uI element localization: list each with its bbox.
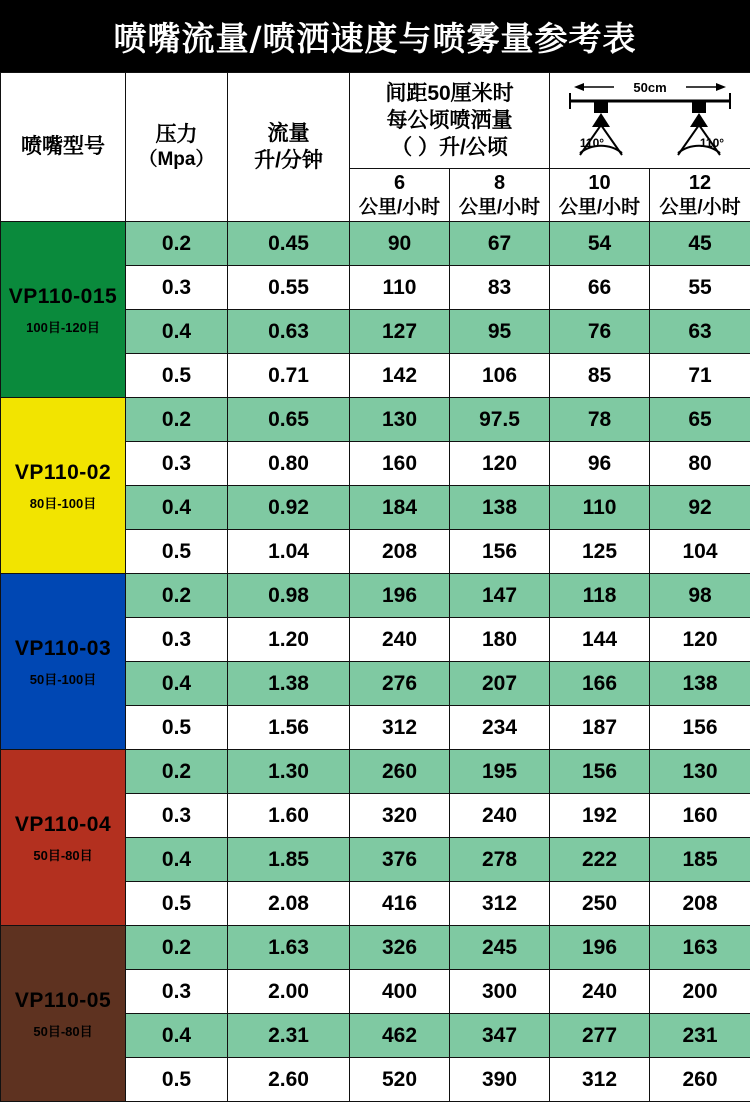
- header-speed-12-unit: 公里/小时: [650, 196, 750, 220]
- cell-flow: 1.04: [228, 530, 350, 574]
- cell-speed-6: 520: [350, 1058, 450, 1102]
- cell-speed-10: 196: [550, 926, 650, 970]
- cell-speed-12: 120: [650, 618, 750, 662]
- header-spray-volume-group: [350, 73, 550, 169]
- cell-speed-12: 92: [650, 486, 750, 530]
- cell-flow: 0.45: [228, 222, 350, 266]
- cell-pressure: 0.4: [126, 838, 228, 882]
- svg-text:110°: 110°: [580, 136, 604, 150]
- cell-pressure: 0.3: [126, 794, 228, 838]
- nozzle-spacing-diagram-icon: [550, 77, 750, 165]
- cell-speed-12: 71: [650, 354, 750, 398]
- cell-pressure: 0.5: [126, 530, 228, 574]
- cell-speed-6: 312: [350, 706, 450, 750]
- cell-speed-6: 130: [350, 398, 450, 442]
- cell-speed-6: 276: [350, 662, 450, 706]
- cell-speed-12: 45: [650, 222, 750, 266]
- header-group-line1: 间距50厘米时: [350, 80, 549, 107]
- header-speed-12-value: 12: [650, 171, 750, 196]
- cell-speed-12: 156: [650, 706, 750, 750]
- model-mesh: 80目-100目: [1, 495, 125, 513]
- cell-speed-6: 326: [350, 926, 450, 970]
- cell-speed-10: 66: [550, 266, 650, 310]
- cell-speed-10: 240: [550, 970, 650, 1014]
- cell-speed-8: 95: [450, 310, 550, 354]
- cell-flow: 2.60: [228, 1058, 350, 1102]
- header-pressure-line1: 压力: [126, 121, 227, 148]
- cell-speed-12: 260: [650, 1058, 750, 1102]
- cell-speed-12: 163: [650, 926, 750, 970]
- cell-flow: 1.60: [228, 794, 350, 838]
- header-speed-8-unit: 公里/小时: [450, 196, 549, 220]
- cell-pressure: 0.2: [126, 222, 228, 266]
- cell-speed-12: 130: [650, 750, 750, 794]
- cell-flow: 1.38: [228, 662, 350, 706]
- header-speed-10-value: 10: [550, 171, 649, 196]
- cell-pressure: 0.3: [126, 970, 228, 1014]
- cell-flow: 2.08: [228, 882, 350, 926]
- cell-pressure: 0.5: [126, 1058, 228, 1102]
- cell-speed-10: 277: [550, 1014, 650, 1058]
- cell-flow: 0.98: [228, 574, 350, 618]
- cell-pressure: 0.2: [126, 926, 228, 970]
- cell-flow: 1.20: [228, 618, 350, 662]
- model-code: VP110-04: [1, 810, 125, 839]
- cell-speed-12: 104: [650, 530, 750, 574]
- cell-speed-6: 462: [350, 1014, 450, 1058]
- header-speed-6: [350, 169, 450, 222]
- cell-speed-10: 166: [550, 662, 650, 706]
- cell-speed-8: 207: [450, 662, 550, 706]
- cell-speed-8: 390: [450, 1058, 550, 1102]
- cell-speed-12: 138: [650, 662, 750, 706]
- cell-speed-10: 250: [550, 882, 650, 926]
- cell-speed-6: 196: [350, 574, 450, 618]
- header-speed-12: [650, 169, 750, 222]
- cell-speed-6: 376: [350, 838, 450, 882]
- table-header: [1, 73, 750, 222]
- cell-speed-8: 138: [450, 486, 550, 530]
- model-mesh: 100目-120目: [1, 319, 125, 337]
- cell-speed-10: 222: [550, 838, 650, 882]
- cell-flow: 0.71: [228, 354, 350, 398]
- cell-speed-6: 184: [350, 486, 450, 530]
- header-flow-line2: 升/分钟: [228, 147, 349, 174]
- cell-pressure: 0.3: [126, 618, 228, 662]
- model-cell-vp110-015: [1, 222, 126, 398]
- cell-speed-6: 160: [350, 442, 450, 486]
- cell-speed-10: 192: [550, 794, 650, 838]
- cell-pressure: 0.5: [126, 354, 228, 398]
- cell-speed-6: 240: [350, 618, 450, 662]
- cell-speed-8: 245: [450, 926, 550, 970]
- title-bar: [0, 0, 750, 72]
- header-pressure: [126, 73, 228, 222]
- cell-speed-8: 347: [450, 1014, 550, 1058]
- cell-pressure: 0.2: [126, 398, 228, 442]
- model-code: VP110-03: [1, 634, 125, 663]
- header-speed-6-unit: 公里/小时: [350, 196, 449, 220]
- table-row: [1, 222, 750, 266]
- cell-speed-6: 110: [350, 266, 450, 310]
- cell-speed-6: 260: [350, 750, 450, 794]
- cell-speed-6: 90: [350, 222, 450, 266]
- header-model: 喷嘴型号: [1, 73, 126, 222]
- cell-speed-8: 234: [450, 706, 550, 750]
- table-body: [1, 222, 750, 1102]
- model-mesh: 50目-80目: [1, 847, 125, 865]
- cell-flow: 0.65: [228, 398, 350, 442]
- header-row-top: [1, 73, 750, 169]
- cell-speed-12: 55: [650, 266, 750, 310]
- cell-speed-12: 185: [650, 838, 750, 882]
- model-code: VP110-02: [1, 458, 125, 487]
- cell-flow: 0.92: [228, 486, 350, 530]
- header-speed-6-value: 6: [350, 171, 449, 196]
- cell-flow: 1.85: [228, 838, 350, 882]
- header-nozzle-diagram: [550, 73, 750, 169]
- cell-speed-8: 312: [450, 882, 550, 926]
- model-mesh: 50目-80目: [1, 1023, 125, 1041]
- header-speed-10: [550, 169, 650, 222]
- cell-flow: 0.80: [228, 442, 350, 486]
- cell-pressure: 0.2: [126, 574, 228, 618]
- table-row: [1, 398, 750, 442]
- cell-speed-12: 63: [650, 310, 750, 354]
- cell-speed-12: 231: [650, 1014, 750, 1058]
- cell-speed-6: 400: [350, 970, 450, 1014]
- cell-speed-8: 120: [450, 442, 550, 486]
- cell-speed-10: 144: [550, 618, 650, 662]
- nozzle-reference-table: [0, 72, 750, 1102]
- cell-pressure: 0.4: [126, 486, 228, 530]
- cell-speed-12: 98: [650, 574, 750, 618]
- cell-pressure: 0.2: [126, 750, 228, 794]
- header-flow: [228, 73, 350, 222]
- header-flow-line1: 流量: [228, 120, 349, 147]
- table-row: [1, 750, 750, 794]
- cell-flow: 1.63: [228, 926, 350, 970]
- page-title: 喷嘴流量/喷洒速度与喷雾量参考表: [113, 13, 636, 60]
- cell-speed-10: 96: [550, 442, 650, 486]
- cell-flow: 1.56: [228, 706, 350, 750]
- header-group-line2: 每公顷喷洒量: [350, 107, 549, 134]
- cell-speed-8: 147: [450, 574, 550, 618]
- model-code: VP110-05: [1, 986, 125, 1015]
- cell-speed-10: 312: [550, 1058, 650, 1102]
- cell-speed-8: 180: [450, 618, 550, 662]
- cell-speed-12: 160: [650, 794, 750, 838]
- cell-speed-8: 106: [450, 354, 550, 398]
- cell-speed-6: 127: [350, 310, 450, 354]
- cell-speed-8: 83: [450, 266, 550, 310]
- cell-speed-12: 200: [650, 970, 750, 1014]
- cell-speed-8: 278: [450, 838, 550, 882]
- cell-speed-6: 320: [350, 794, 450, 838]
- cell-speed-10: 54: [550, 222, 650, 266]
- svg-text:50cm: 50cm: [633, 80, 666, 95]
- cell-speed-10: 118: [550, 574, 650, 618]
- cell-flow: 2.00: [228, 970, 350, 1014]
- cell-speed-8: 97.5: [450, 398, 550, 442]
- cell-speed-10: 110: [550, 486, 650, 530]
- model-cell-vp110-02: [1, 398, 126, 574]
- cell-speed-8: 195: [450, 750, 550, 794]
- cell-speed-10: 125: [550, 530, 650, 574]
- cell-speed-10: 85: [550, 354, 650, 398]
- svg-text:110°: 110°: [700, 136, 724, 150]
- cell-flow: 1.30: [228, 750, 350, 794]
- cell-pressure: 0.4: [126, 1014, 228, 1058]
- cell-speed-6: 142: [350, 354, 450, 398]
- cell-speed-6: 416: [350, 882, 450, 926]
- cell-speed-8: 300: [450, 970, 550, 1014]
- cell-speed-8: 156: [450, 530, 550, 574]
- header-speed-8: [450, 169, 550, 222]
- cell-speed-10: 78: [550, 398, 650, 442]
- cell-speed-12: 65: [650, 398, 750, 442]
- cell-flow: 0.63: [228, 310, 350, 354]
- cell-speed-10: 187: [550, 706, 650, 750]
- cell-speed-10: 76: [550, 310, 650, 354]
- cell-flow: 0.55: [228, 266, 350, 310]
- cell-pressure: 0.3: [126, 266, 228, 310]
- cell-flow: 2.31: [228, 1014, 350, 1058]
- model-cell-vp110-05: [1, 926, 126, 1102]
- header-group-line3: （ ）升/公顷: [350, 134, 549, 161]
- cell-pressure: 0.4: [126, 310, 228, 354]
- cell-speed-8: 240: [450, 794, 550, 838]
- cell-speed-10: 156: [550, 750, 650, 794]
- header-speed-8-value: 8: [450, 171, 549, 196]
- table-row: [1, 574, 750, 618]
- model-cell-vp110-03: [1, 574, 126, 750]
- header-speed-10-unit: 公里/小时: [550, 196, 649, 220]
- cell-speed-12: 80: [650, 442, 750, 486]
- cell-pressure: 0.5: [126, 882, 228, 926]
- model-cell-vp110-04: [1, 750, 126, 926]
- model-code: VP110-015: [1, 282, 125, 311]
- header-pressure-line2: （Mpa）: [126, 148, 227, 173]
- cell-pressure: 0.5: [126, 706, 228, 750]
- cell-speed-6: 208: [350, 530, 450, 574]
- cell-speed-8: 67: [450, 222, 550, 266]
- model-mesh: 50目-100目: [1, 671, 125, 689]
- cell-pressure: 0.3: [126, 442, 228, 486]
- cell-pressure: 0.4: [126, 662, 228, 706]
- cell-speed-12: 208: [650, 882, 750, 926]
- table-row: [1, 926, 750, 970]
